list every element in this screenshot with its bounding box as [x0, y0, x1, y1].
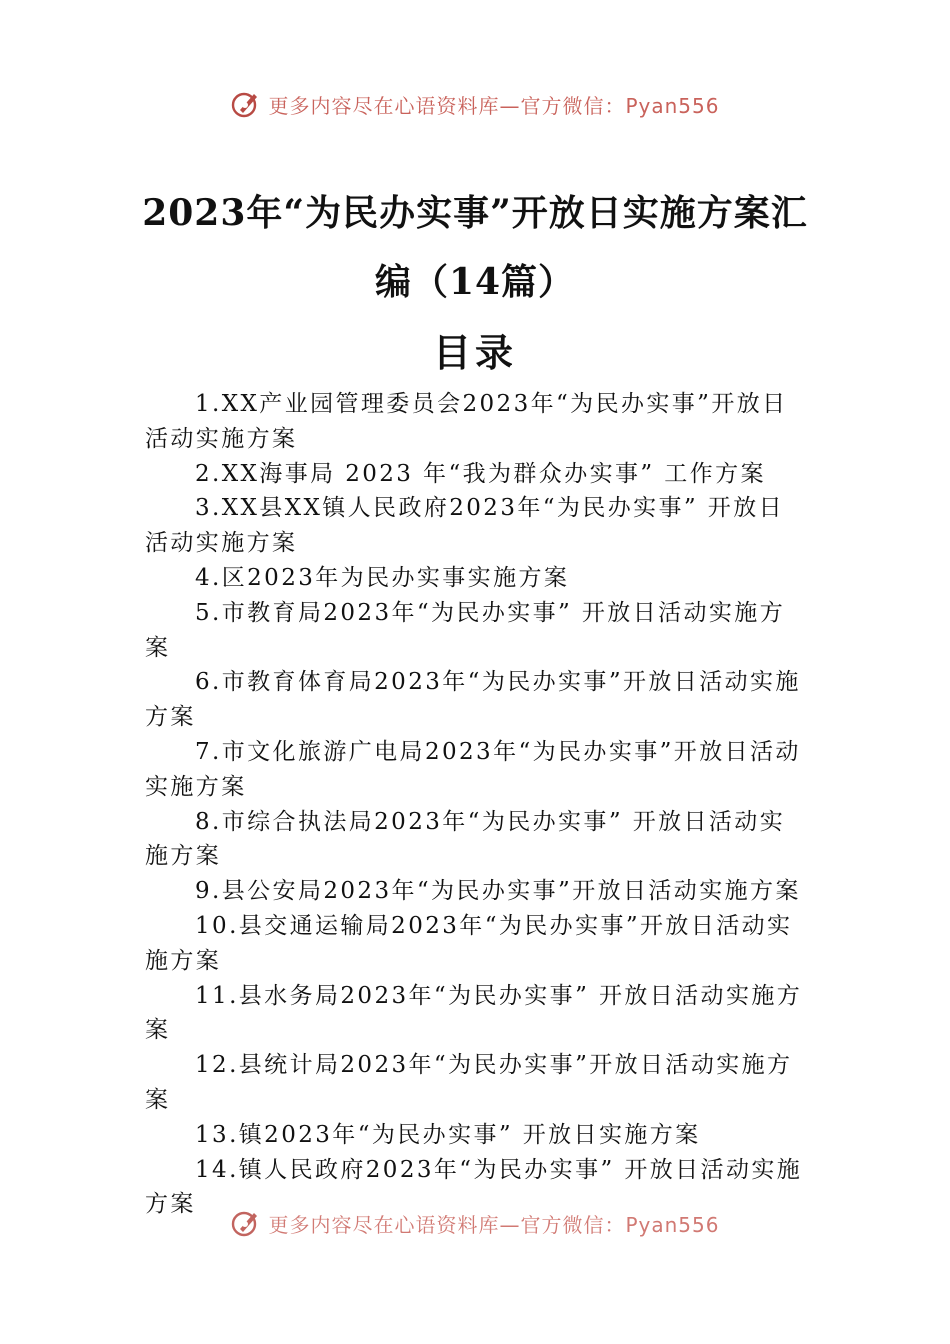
toc-item-3: 3.XX县XX镇人民政府2023年“为民办实事” 开放日活动实施方案 — [145, 495, 785, 557]
watermark-text: 更多内容尽在心语资料库—官方微信：Pyan556 — [268, 1212, 720, 1237]
toc-item-12: 12.县统计局2023年“为民办实事”开放日活动实施方案 — [145, 1052, 793, 1113]
toc-item-10: 10.县交通运输局2023年“为民办实事”开放日活动实施方案 — [145, 912, 793, 974]
toc-item-13: 13.镇2023年“为民办实事” 开放日实施方案 — [195, 1121, 701, 1148]
toc-item-1: 1.XX产业园管理委员会2023年“为民办实事”开放日活动实施方案 — [145, 391, 788, 452]
watermark-footer — [0, 1206, 950, 1240]
toc-item-8: 8.市综合执法局2023年“为民办实事” 开放日活动实施方案 — [145, 808, 786, 870]
watermark-text: 更多内容尽在心语资料库—官方微信：Pyan556 — [268, 93, 720, 118]
toc-item-5: 5.市教育局2023年“为民办实事” 开放日活动实施方案 — [145, 599, 786, 661]
document-title-line-1: 2023年“为民办实事”开放日实施方案汇 — [142, 192, 808, 234]
toc-item-7: 7.市文化旅游广电局2023年“为民办实事”开放日活动实施方案 — [145, 738, 801, 800]
toc-item-2: 2.XX海事局 2023 年“我为群众办实事” 工作方案 — [195, 460, 766, 487]
table-of-contents — [145, 387, 807, 1215]
pen-nib-logo-icon — [230, 1207, 262, 1239]
toc-item-14: 14.镇人民政府2023年“为民办实事” 开放日活动实施方案 — [145, 1156, 803, 1215]
toc-item-6: 6.市教育体育局2023年“为民办实事”开放日活动实施方案 — [145, 669, 801, 731]
toc-heading: 目录 — [432, 330, 517, 375]
toc-item-4: 4.区2023年为民办实事实施方案 — [195, 564, 570, 591]
toc-item-9: 9.县公安局2023年“为民办实事”开放日活动实施方案 — [195, 878, 801, 905]
toc-item-11: 11.县水务局2023年“为民办实事” 开放日活动实施方案 — [145, 982, 803, 1044]
document-title-line-2: 编（14篇） — [374, 261, 576, 303]
